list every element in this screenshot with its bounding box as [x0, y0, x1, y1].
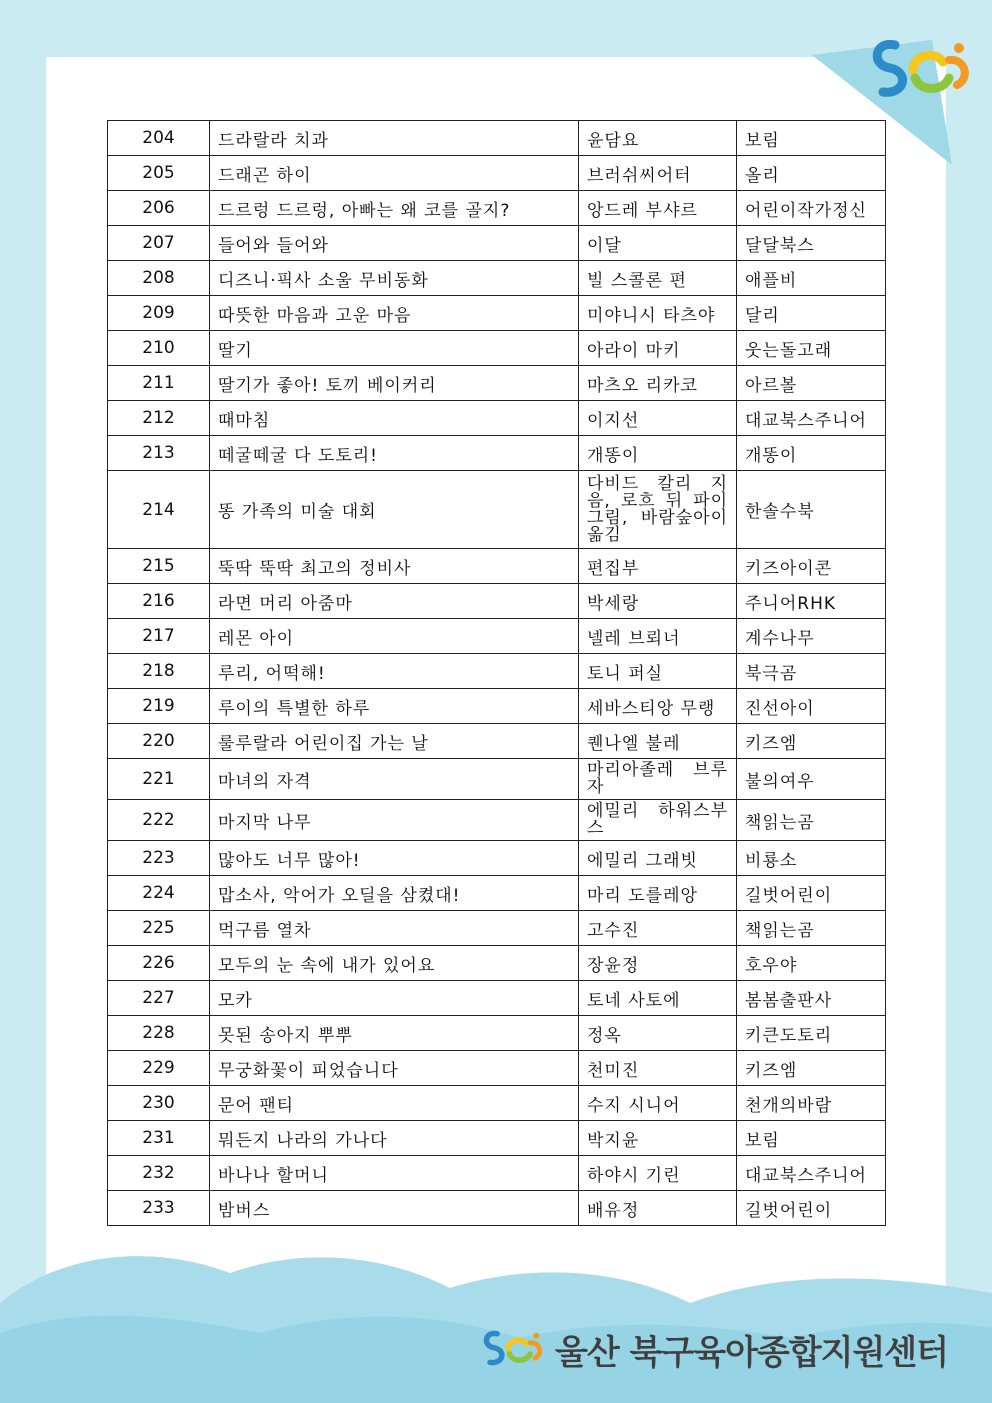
book-author: 장윤정: [579, 946, 737, 981]
book-author: 세바스티앙 무랭: [579, 689, 737, 724]
book-title: 드래곤 하이: [210, 156, 579, 191]
book-title: 딸기가 좋아! 토끼 베이커리: [210, 366, 579, 401]
book-author: 하야시 기린: [579, 1156, 737, 1191]
table-row: [108, 724, 886, 759]
book-publisher: 북극곰: [737, 654, 886, 689]
book-publisher: 달달북스: [737, 226, 886, 261]
book-title: 모카: [210, 981, 579, 1016]
book-author: 아라이 마키: [579, 331, 737, 366]
book-author: 배유정: [579, 1191, 737, 1226]
book-author: 에밀리 하워스부스: [579, 800, 737, 841]
book-title: 마지막 나무: [210, 800, 579, 841]
book-title: 드르렁 드르렁, 아빠는 왜 코를 골지?: [210, 191, 579, 226]
table-row: [108, 331, 886, 366]
book-publisher: 키큰도토리: [737, 1016, 886, 1051]
book-title: 루리, 어떡해!: [210, 654, 579, 689]
table-row: [108, 1051, 886, 1086]
row-number: 229: [108, 1051, 210, 1086]
book-title: 먹구름 열차: [210, 911, 579, 946]
book-publisher: 웃는돌고래: [737, 331, 886, 366]
book-title: 드라랄라 치과: [210, 121, 579, 156]
table-row: [108, 549, 886, 584]
table-row: [108, 911, 886, 946]
table-row: [108, 876, 886, 911]
table-row: [108, 1016, 886, 1051]
book-author: 개똥이: [579, 436, 737, 471]
row-number: 215: [108, 549, 210, 584]
row-number: 214: [108, 471, 210, 549]
row-number: 228: [108, 1016, 210, 1051]
row-number: 217: [108, 619, 210, 654]
table-row: [108, 401, 886, 436]
book-title: 때마침: [210, 401, 579, 436]
book-publisher: 책읽는곰: [737, 800, 886, 841]
book-title: 무궁화꽃이 피었습니다: [210, 1051, 579, 1086]
table-row: [108, 1086, 886, 1121]
book-author: 박세랑: [579, 584, 737, 619]
row-number: 206: [108, 191, 210, 226]
book-title: 바나나 할머니: [210, 1156, 579, 1191]
table-row: [108, 121, 886, 156]
book-publisher: 보림: [737, 1121, 886, 1156]
table-row: [108, 471, 886, 549]
book-author: 마리 도를레앙: [579, 876, 737, 911]
book-publisher: 주니어RHK: [737, 584, 886, 619]
table-row: [108, 800, 886, 841]
book-author: 윤담요: [579, 121, 737, 156]
book-title: 레몬 아이: [210, 619, 579, 654]
book-publisher: 키즈엠: [737, 724, 886, 759]
table-row: [108, 759, 886, 800]
book-publisher: 책읽는곰: [737, 911, 886, 946]
table-row: [108, 1191, 886, 1226]
book-author: 편집부: [579, 549, 737, 584]
table-row: [108, 226, 886, 261]
book-publisher: 아르볼: [737, 366, 886, 401]
book-title: 들어와 들어와: [210, 226, 579, 261]
book-publisher: 대교북스주니어: [737, 1156, 886, 1191]
book-title: 뚝딱 뚝딱 최고의 정비사: [210, 549, 579, 584]
row-number: 219: [108, 689, 210, 724]
book-author: 이지선: [579, 401, 737, 436]
row-number: 205: [108, 156, 210, 191]
book-author: 퀜나엘 불레: [579, 724, 737, 759]
row-number: 232: [108, 1156, 210, 1191]
book-author: 다비드 칼리 지음, 로흐 뒤 파이 그림, 바람숲아이 옮김: [579, 471, 737, 549]
table-row: [108, 156, 886, 191]
book-title: 따뜻한 마음과 고운 마음: [210, 296, 579, 331]
book-title: 뭐든지 나라의 가나다: [210, 1121, 579, 1156]
book-publisher: 한솔수북: [737, 471, 886, 549]
book-title: 모두의 눈 속에 내가 있어요: [210, 946, 579, 981]
book-author: 이달: [579, 226, 737, 261]
table-row: [108, 296, 886, 331]
book-author: 박지윤: [579, 1121, 737, 1156]
row-number: 227: [108, 981, 210, 1016]
book-author: 고수진: [579, 911, 737, 946]
book-author: 정옥: [579, 1016, 737, 1051]
book-publisher: 애플비: [737, 261, 886, 296]
table-row: [108, 841, 886, 876]
row-number: 213: [108, 436, 210, 471]
table-row: [108, 981, 886, 1016]
table-row: [108, 366, 886, 401]
book-author: 빌 스콜론 편: [579, 261, 737, 296]
row-number: 207: [108, 226, 210, 261]
book-publisher: 보림: [737, 121, 886, 156]
book-publisher: 올리: [737, 156, 886, 191]
table-row: [108, 1121, 886, 1156]
book-author: 토니 퍼실: [579, 654, 737, 689]
center-logo-icon: [865, 30, 980, 110]
book-publisher: 비룡소: [737, 841, 886, 876]
book-author: 토네 사토에: [579, 981, 737, 1016]
table-row: [108, 689, 886, 724]
book-publisher: 키즈엠: [737, 1051, 886, 1086]
book-publisher: 어린이작가정신: [737, 191, 886, 226]
book-title: 못된 송아지 뿌뿌: [210, 1016, 579, 1051]
row-number: 231: [108, 1121, 210, 1156]
table-row: [108, 261, 886, 296]
footer-brand: [479, 1317, 948, 1381]
row-number: 209: [108, 296, 210, 331]
book-title: 똥 가족의 미술 대회: [210, 471, 579, 549]
table-row: [108, 1156, 886, 1191]
row-number: 225: [108, 911, 210, 946]
book-author: 마츠오 리카코: [579, 366, 737, 401]
row-number: 210: [108, 331, 210, 366]
book-author: 수지 시니어: [579, 1086, 737, 1121]
book-author: 마리아졸레 브루자: [579, 759, 737, 800]
row-number: 208: [108, 261, 210, 296]
row-number: 230: [108, 1086, 210, 1121]
row-number: 233: [108, 1191, 210, 1226]
row-number: 218: [108, 654, 210, 689]
table-row: [108, 946, 886, 981]
book-title: 맙소사, 악어가 오딜을 삼켰대!: [210, 876, 579, 911]
book-publisher: 길벗어린이: [737, 876, 886, 911]
book-author: 브러쉬씨어터: [579, 156, 737, 191]
book-publisher: 대교북스주니어: [737, 401, 886, 436]
book-publisher: 진선아이: [737, 689, 886, 724]
book-title: 밤버스: [210, 1191, 579, 1226]
row-number: 221: [108, 759, 210, 800]
book-author: 미야니시 타츠야: [579, 296, 737, 331]
row-number: 211: [108, 366, 210, 401]
table-row: [108, 191, 886, 226]
table-row: [108, 654, 886, 689]
book-title: 문어 팬티: [210, 1086, 579, 1121]
row-number: 226: [108, 946, 210, 981]
book-author: 앙드레 부샤르: [579, 191, 737, 226]
row-number: 212: [108, 401, 210, 436]
row-number: 222: [108, 800, 210, 841]
book-author: 천미진: [579, 1051, 737, 1086]
book-publisher: 길벗어린이: [737, 1191, 886, 1226]
book-author: 넬레 브뢰너: [579, 619, 737, 654]
row-number: 224: [108, 876, 210, 911]
book-title: 떼굴떼굴 다 도토리!: [210, 436, 579, 471]
book-publisher: 호우야: [737, 946, 886, 981]
book-publisher: 키즈아이콘: [737, 549, 886, 584]
table-row: [108, 584, 886, 619]
book-publisher: 불의여우: [737, 759, 886, 800]
center-logo-icon: [479, 1317, 549, 1381]
table-row: [108, 436, 886, 471]
brand-name: 울산 북구육아종합지원센터: [555, 1332, 948, 1373]
book-title: 디즈니·픽사 소울 무비동화: [210, 261, 579, 296]
book-title: 딸기: [210, 331, 579, 366]
table-row: [108, 619, 886, 654]
book-list-table: [107, 120, 886, 1226]
book-author: 에밀리 그래빗: [579, 841, 737, 876]
book-title: 라면 머리 아줌마: [210, 584, 579, 619]
book-title: 룰루랄라 어린이집 가는 날: [210, 724, 579, 759]
row-number: 216: [108, 584, 210, 619]
book-publisher: 천개의바람: [737, 1086, 886, 1121]
book-publisher: 봄봄출판사: [737, 981, 886, 1016]
row-number: 220: [108, 724, 210, 759]
book-publisher: 달리: [737, 296, 886, 331]
book-title: 루이의 특별한 하루: [210, 689, 579, 724]
row-number: 223: [108, 841, 210, 876]
book-publisher: 계수나무: [737, 619, 886, 654]
book-publisher: 개똥이: [737, 436, 886, 471]
row-number: 204: [108, 121, 210, 156]
book-title: 많아도 너무 많아!: [210, 841, 579, 876]
book-title: 마녀의 자격: [210, 759, 579, 800]
